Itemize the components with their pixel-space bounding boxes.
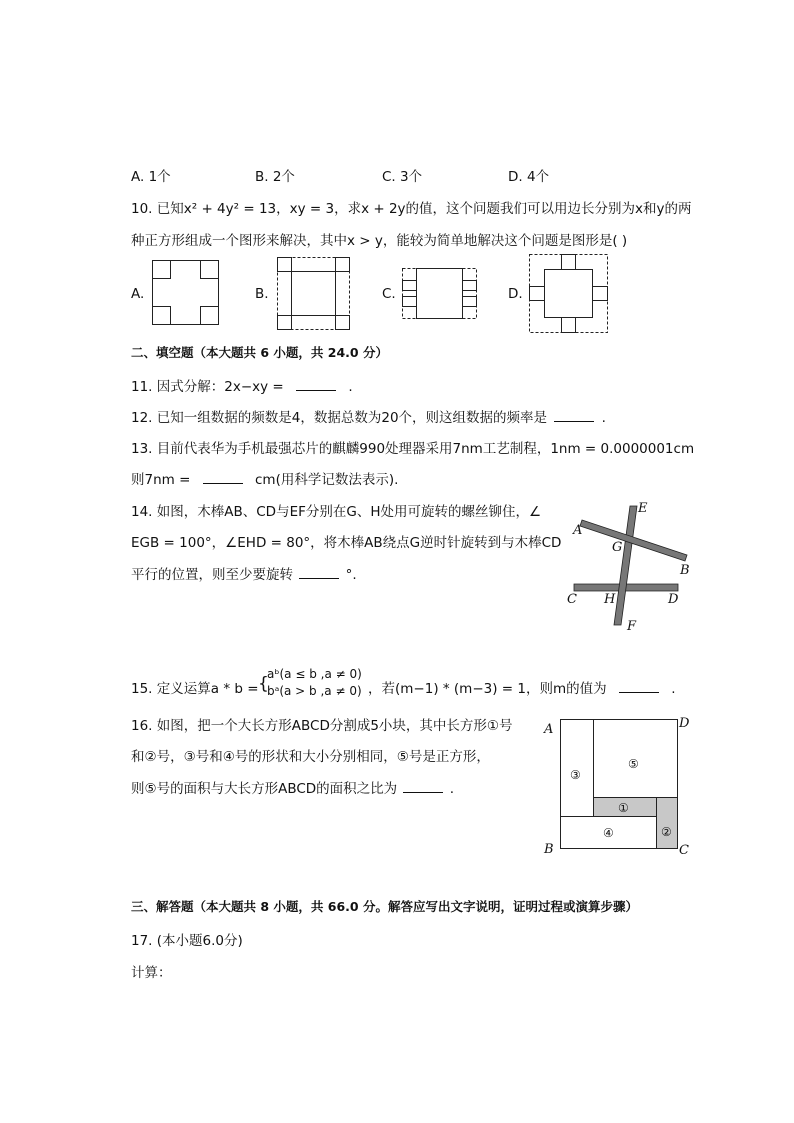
option-d: D. 4个 bbox=[508, 169, 550, 185]
q15-case1: aᵇ(a ≤ b ,a ≠ 0) bbox=[267, 667, 362, 681]
figure-d bbox=[529, 254, 609, 334]
point-g: G bbox=[612, 540, 623, 555]
q14-line3-end: °. bbox=[345, 567, 357, 583]
q16-line3 bbox=[131, 777, 454, 797]
q13-line2a: 则7nm = bbox=[131, 472, 191, 488]
q14-line2: EGB = 100°，∠EHD = 80°，将木棒AB绕点G逆时针旋转到与木棒CD bbox=[131, 535, 562, 551]
label-2: ② bbox=[661, 825, 672, 839]
section-2-heading: 二、填空题（本大题共 6 小题，共 24.0 分） bbox=[131, 345, 388, 360]
point-f: F bbox=[627, 619, 637, 634]
q12-text: 12. 已知一组数据的频数是4，数据总数为20个，则这组数据的频率是 bbox=[131, 410, 548, 426]
q13-line1: 13. 目前代表华为手机最强芯片的麒麟990处理器采用7nm工艺制程，1nm = 0.0000001cm bbox=[131, 441, 695, 457]
q16-line3-text: 则⑤号的面积与大长方形ABCD的面积之比为 bbox=[131, 781, 398, 797]
point-e: E bbox=[638, 501, 648, 516]
point-a: A bbox=[573, 523, 583, 538]
point-b: B bbox=[680, 563, 690, 578]
q10-label-c: C. bbox=[382, 286, 396, 302]
q10-line1: 10. 已知x² + 4y² = 13，xy = 3，求x + 2y的值，这个问题我们可以用边长分别为x和y的两 bbox=[131, 201, 692, 217]
label-3: ③ bbox=[570, 768, 581, 782]
q15-blank[interactable] bbox=[619, 692, 659, 693]
option-c: C. 3个 bbox=[382, 169, 423, 185]
q15-suffix: ，若(m−1) * (m−3) = 1，则m的值为 bbox=[368, 681, 607, 697]
q10-line2: 种正方形组成一个图形来解决，其中x > y，能较为简单地解决这个问题是图形是( ) bbox=[131, 233, 628, 249]
bar-ef bbox=[614, 506, 637, 625]
figure-b bbox=[277, 257, 351, 331]
figure-c bbox=[402, 268, 478, 320]
q10-label-d: D. bbox=[508, 286, 523, 302]
q13-line2b: cm(用科学记数法表示). bbox=[255, 472, 399, 488]
q12-blank[interactable] bbox=[554, 421, 594, 422]
q10-label-b: B. bbox=[255, 286, 269, 302]
corner-a: A bbox=[544, 722, 554, 737]
q11-end: . bbox=[348, 379, 353, 395]
q14-line3 bbox=[131, 563, 357, 583]
figure-a bbox=[152, 260, 220, 326]
q16-line3-end: . bbox=[449, 781, 455, 797]
label-4: ④ bbox=[603, 826, 614, 840]
q15-brace: { bbox=[258, 674, 269, 694]
corner-b: B bbox=[544, 842, 554, 857]
label-1: ① bbox=[618, 801, 629, 815]
q17-title: 17. (本小题6.0分) bbox=[131, 933, 243, 949]
q14-line1: 14. 如图，木棒AB、CD与EF分别在G、H处用可旋转的螺丝铆住，∠ bbox=[131, 504, 542, 520]
piece-2 bbox=[657, 798, 678, 849]
q16-figure bbox=[540, 712, 696, 860]
q11-text: 11. 因式分解：2x−xy = bbox=[131, 379, 284, 395]
q15-suffix-wrap bbox=[368, 677, 676, 697]
q11 bbox=[131, 375, 353, 395]
q10-label-a: A. bbox=[131, 286, 145, 302]
section-3-heading: 三、解答题（本大题共 8 小题，共 66.0 分。解答应写出文字说明，证明过程或演算步骤） bbox=[131, 899, 638, 914]
q12-end: . bbox=[601, 410, 606, 426]
q16-line1: 16. 如图，把一个大长方形ABCD分割成5小块，其中长方形①号 bbox=[131, 718, 513, 734]
point-h: H bbox=[604, 592, 616, 607]
q15-end: . bbox=[671, 681, 676, 697]
q11-blank[interactable] bbox=[296, 390, 336, 391]
point-d: D bbox=[668, 592, 679, 607]
option-a: A. 1个 bbox=[131, 169, 171, 185]
q15-case2: bᵃ(a > b ,a ≠ 0) bbox=[267, 684, 362, 698]
corner-d: D bbox=[679, 716, 690, 731]
q13-line2 bbox=[131, 468, 398, 488]
point-c: C bbox=[567, 592, 577, 607]
option-b: B. 2个 bbox=[255, 169, 295, 185]
q14-blank[interactable] bbox=[299, 578, 339, 579]
q17-body: 计算： bbox=[131, 965, 172, 981]
q15-prefix: 15. 定义运算a * b = bbox=[131, 681, 259, 697]
corner-c: C bbox=[679, 843, 689, 858]
q12 bbox=[131, 406, 606, 426]
q13-blank[interactable] bbox=[203, 483, 243, 484]
q14-figure bbox=[565, 498, 695, 638]
q16-blank[interactable] bbox=[403, 792, 443, 793]
label-5: ⑤ bbox=[628, 757, 639, 771]
q14-line3-text: 平行的位置，则至少要旋转 bbox=[131, 567, 293, 583]
q16-line2: 和②号，③号和④号的形状和大小分别相同，⑤号是正方形， bbox=[131, 749, 490, 765]
